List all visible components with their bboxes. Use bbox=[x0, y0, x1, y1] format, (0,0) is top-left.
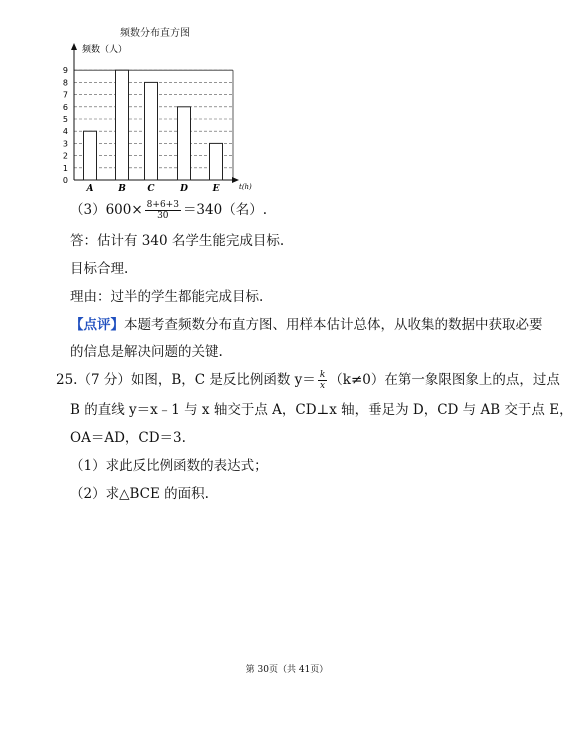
calc-fraction bbox=[145, 200, 181, 221]
comment-text: 本题考查频数分布直方图、用样本估计总体，从收集的数据中获取必要 bbox=[124, 317, 543, 333]
q25-text-a: 25.（7 分）如图，B，C 是反比例函数 y＝ bbox=[56, 372, 316, 388]
y-tick-label: 1 bbox=[62, 163, 68, 173]
y-tick-label: 5 bbox=[62, 115, 68, 124]
y-tick-label: 2 bbox=[62, 151, 68, 161]
y-axis-label: 频数（人） bbox=[82, 45, 128, 55]
y-tick-label: 6 bbox=[62, 102, 68, 112]
y-axis-arrow bbox=[71, 43, 77, 50]
q25-fraction bbox=[318, 370, 327, 391]
bar-e bbox=[210, 143, 223, 180]
q25-text-b: （k≠0）在第一象限图象上的点，过点 bbox=[329, 372, 560, 388]
x-axis-label: t(h) bbox=[239, 183, 252, 191]
calc-frac-den: 30 bbox=[157, 211, 169, 221]
y-tick-label: 4 bbox=[62, 127, 68, 137]
comment-line-2: 的信息是解决问题的关键. bbox=[70, 344, 223, 360]
answer-line: 答：估计有 340 名学生能完成目标. bbox=[70, 233, 285, 249]
bar-c bbox=[145, 82, 158, 180]
x-tick-label: C bbox=[147, 184, 155, 194]
calc-prefix: （3）600× bbox=[70, 202, 143, 218]
bar-a bbox=[84, 131, 97, 180]
question-25-line bbox=[56, 370, 560, 391]
q25-frac-num: k bbox=[319, 370, 326, 380]
x-axis-arrow bbox=[232, 177, 239, 183]
y-tick-label: 0 bbox=[62, 176, 68, 185]
question-25-part-1: （1）求此反比例函数的表达式； bbox=[70, 458, 268, 474]
y-tick-label: 8 bbox=[62, 78, 68, 88]
q25-frac-den: x bbox=[320, 381, 326, 391]
x-tick-label: B bbox=[118, 184, 126, 194]
chart-title: 频数分布直方图 bbox=[120, 28, 190, 39]
reasonable-line: 目标合理. bbox=[70, 261, 129, 277]
histogram-chart bbox=[0, 0, 574, 200]
bar-b bbox=[116, 70, 129, 180]
y-tick-label: 7 bbox=[62, 90, 68, 100]
x-tick-label: E bbox=[212, 184, 220, 194]
question-25-line-3: OA＝AD，CD＝3. bbox=[70, 430, 186, 446]
question-25-line-2: B 的直线 y＝x﹣1 与 x 轴交于点 A，CD⊥x 轴，垂足为 D，CD 与 AB 交于点 E， bbox=[70, 402, 573, 418]
x-tick-label: D bbox=[180, 184, 188, 194]
y-tick-label: 3 bbox=[62, 139, 68, 149]
bar-d bbox=[178, 107, 191, 180]
calc-suffix: ＝340（名）. bbox=[182, 202, 267, 218]
calc-frac-num: 8+6+3 bbox=[146, 200, 179, 210]
x-tick-label: A bbox=[86, 184, 94, 194]
question-25-part-2: （2）求△BCE 的面积. bbox=[70, 486, 209, 502]
page-footer: 第 30页（共 41页） bbox=[245, 665, 329, 675]
comment-line bbox=[70, 316, 543, 334]
comment-tag: 【点评】 bbox=[70, 317, 124, 333]
calc-line bbox=[70, 200, 267, 221]
reason-line: 理由：过半的学生都能完成目标. bbox=[70, 289, 264, 305]
y-tick-label: 9 bbox=[62, 66, 68, 76]
